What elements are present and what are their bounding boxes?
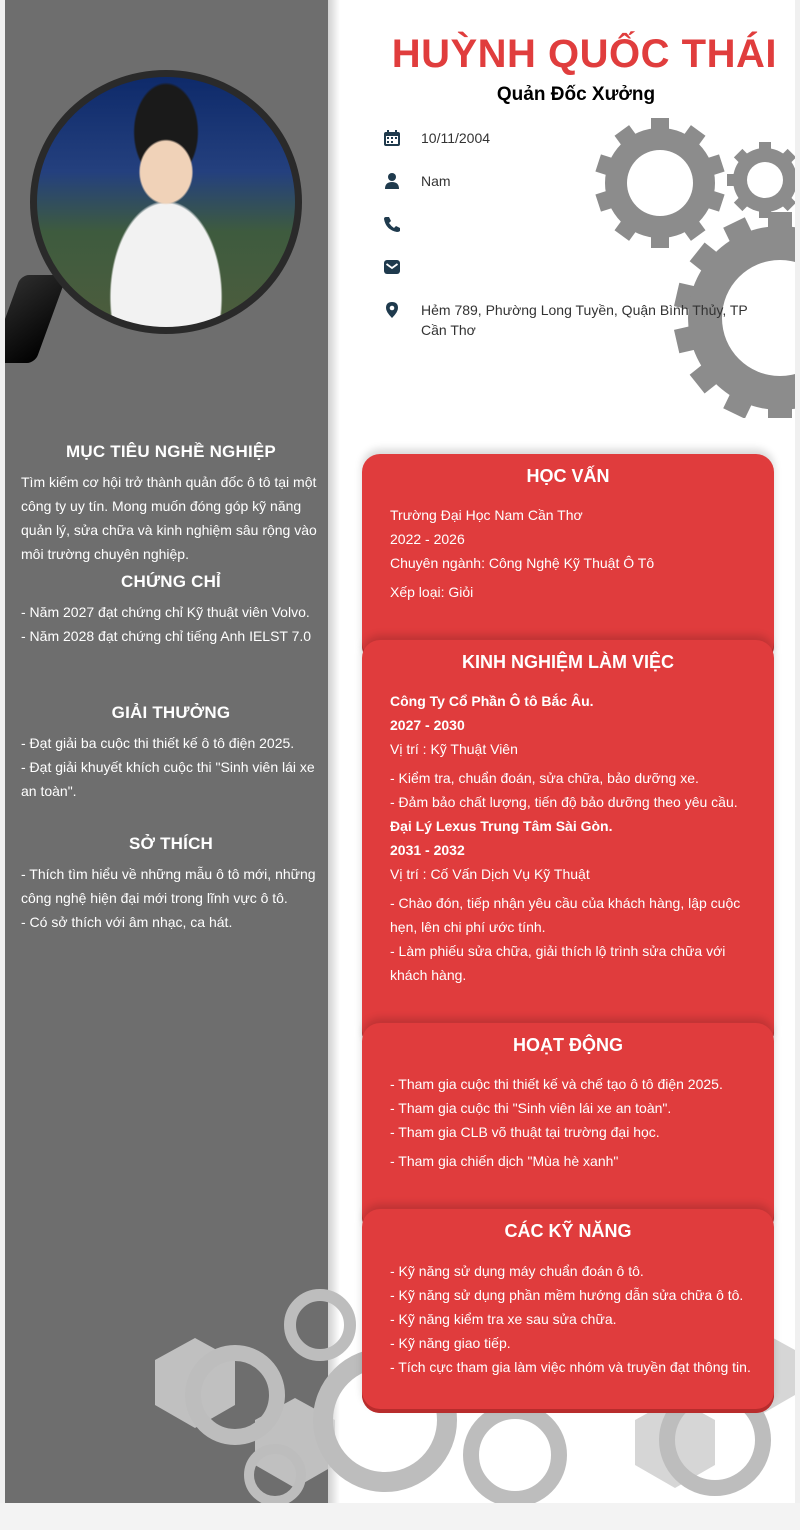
certificate-item: - Năm 2028 đạt chứng chỉ tiếng Anh IELST 7.0 bbox=[21, 628, 312, 644]
contact-birthday bbox=[383, 128, 753, 148]
activities-title: HOẠT ĐỘNG bbox=[513, 1035, 623, 1055]
education-years: 2022 - 2026 bbox=[390, 531, 465, 547]
card-experience bbox=[362, 640, 774, 1050]
section-hobbies bbox=[21, 834, 321, 934]
card-activities bbox=[362, 1023, 774, 1235]
education-title: HỌC VẤN bbox=[526, 466, 610, 486]
birthday-value: 10/11/2004 bbox=[421, 130, 491, 146]
job-role: Quản Đốc Xưởng bbox=[496, 84, 656, 105]
section-certificates bbox=[21, 572, 321, 648]
contact-address bbox=[383, 300, 753, 340]
education-school: Trường Đại Học Nam Cần Thơ bbox=[390, 507, 583, 523]
skills-title: CÁC KỸ NĂNG bbox=[504, 1221, 632, 1241]
hobby-item: - Thích tìm hiểu về những mẫu ô tô mới, những công nghệ hiện đại mới trong lĩnh vực ô tô. bbox=[21, 866, 316, 906]
phone-icon bbox=[383, 215, 401, 233]
section-awards bbox=[21, 703, 321, 803]
user-icon bbox=[383, 172, 401, 190]
experience-title: KINH NGHIỆM LÀM VIỆC bbox=[461, 652, 674, 672]
contact-gender bbox=[383, 171, 753, 191]
activity-item: - Tham gia CLB võ thuật tại trường đại học. bbox=[390, 1124, 660, 1140]
gender-value: Nam bbox=[421, 173, 451, 189]
education-major: Chuyên ngành: Công Nghệ Kỹ Thuật Ô Tô bbox=[390, 555, 655, 571]
cv-page bbox=[5, 0, 795, 1503]
activity-item: - Tham gia chiến dịch "Mùa hè xanh" bbox=[390, 1153, 619, 1169]
certificate-item: - Năm 2027 đạt chứng chỉ Kỹ thuật viên Volvo. bbox=[21, 604, 310, 620]
award-item: - Đạt giải ba cuộc thi thiết kế ô tô điện 2025. bbox=[21, 735, 295, 751]
hobby-item: - Có sở thích với âm nhạc, ca hát. bbox=[21, 914, 233, 930]
page-footer-margin bbox=[0, 1503, 800, 1530]
magnifier-lens bbox=[30, 70, 302, 334]
section-objective bbox=[21, 442, 321, 566]
skill-item: - Kỹ năng sử dụng phần mềm hướng dẫn sửa chữa ô tô. bbox=[390, 1287, 744, 1303]
activity-item: - Tham gia cuộc thi thiết kế và chế tạo ô tô điện 2025. bbox=[390, 1076, 723, 1092]
job-position: Vị trí : Cố Vấn Dịch Vụ Kỹ Thuật bbox=[390, 866, 590, 882]
skills-body bbox=[390, 1259, 762, 1379]
card-education bbox=[362, 454, 774, 664]
job-task: - Chào đón, tiếp nhận yêu cầu của khách hàng, lập cuộc hẹn, lên chi phí ước tính. bbox=[390, 895, 741, 935]
job-years: 2027 - 2030 bbox=[390, 717, 465, 733]
awards-title: GIẢI THƯỞNG bbox=[111, 703, 231, 722]
contact-phone bbox=[383, 214, 753, 233]
job-company: Công Ty Cổ Phần Ô tô Bắc Âu. bbox=[390, 693, 594, 709]
mail-icon bbox=[383, 258, 401, 276]
certificates-title: CHỨNG CHỈ bbox=[121, 572, 221, 591]
person-name: HUỲNH QUỐC THÁI bbox=[391, 32, 777, 76]
skill-item: - Kỹ năng kiểm tra xe sau sửa chữa. bbox=[390, 1311, 617, 1327]
objective-text: Tìm kiếm cơ hội trở thành quản đốc ô tô tại một công ty uy tín. Mong muốn đóng góp kỹ năng quản lý, sửa chữa và kinh nghiệm sâu rộng vào môi trường chuyên nghiệp. bbox=[21, 474, 317, 562]
skill-item: - Kỹ năng sử dụng máy chuẩn đoán ô tô. bbox=[390, 1263, 644, 1279]
card-skills bbox=[362, 1209, 774, 1413]
education-grade: Xếp loại: Giỏi bbox=[390, 584, 474, 600]
education-body bbox=[390, 503, 762, 604]
job-task: - Kiểm tra, chuẩn đoán, sửa chữa, bảo dưỡng xe. bbox=[390, 770, 699, 786]
skill-item: - Kỹ năng giao tiếp. bbox=[390, 1335, 511, 1351]
job-task: - Đảm bảo chất lượng, tiến độ bảo dưỡng theo yêu cầu. bbox=[390, 794, 738, 810]
skill-item: - Tích cực tham gia làm việc nhóm và truyền đạt thông tin. bbox=[390, 1359, 751, 1375]
calendar-icon bbox=[383, 129, 401, 147]
activity-item: - Tham gia cuộc thi "Sinh viên lái xe an toàn". bbox=[390, 1100, 672, 1116]
objective-title: MỤC TIÊU NGHỀ NGHIỆP bbox=[66, 442, 276, 461]
profile-photo bbox=[30, 70, 302, 334]
experience-body bbox=[390, 689, 762, 987]
activities-body bbox=[390, 1072, 762, 1173]
hobbies-title: SỞ THÍCH bbox=[128, 834, 214, 853]
job-task: - Làm phiếu sửa chữa, giải thích lộ trình sửa chữa với khách hàng. bbox=[390, 943, 726, 983]
job-position: Vị trí : Kỹ Thuật Viên bbox=[390, 741, 518, 757]
award-item: - Đạt giải khuyết khích cuộc thi "Sinh viên lái xe an toàn". bbox=[21, 759, 315, 799]
address-value: Hẻm 789, Phường Long Tuyền, Quận Bình Thủy, TP Cần Thơ bbox=[421, 302, 748, 338]
job-company: Đại Lý Lexus Trung Tâm Sài Gòn. bbox=[390, 818, 613, 834]
location-pin-icon bbox=[383, 301, 401, 319]
job-years: 2031 - 2032 bbox=[390, 842, 465, 858]
contact-email bbox=[383, 257, 753, 276]
